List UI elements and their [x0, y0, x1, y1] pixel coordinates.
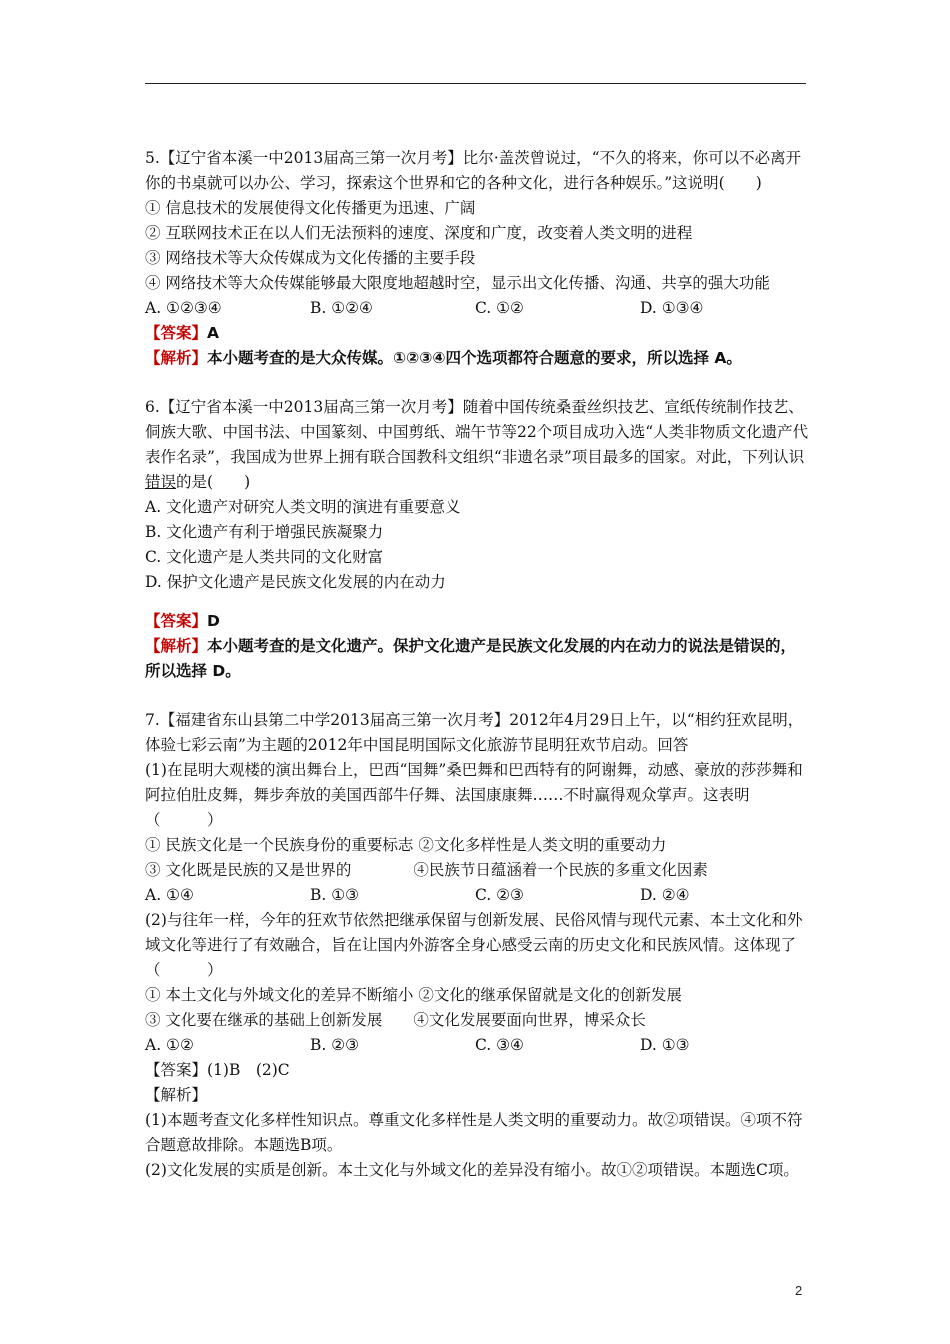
q5-stem: 5.【辽宁省本溪一中2013届高三第一次月考】比尔·盖茨曾说过，“不久的将来，你可以不必离开你的书桌就可以办公、学习，探索这个世界和它的各种文化，进行各种娱乐。”这说明( ) [145, 149, 802, 192]
q5-option-a: A. ①②③④ [145, 299, 222, 317]
q7-sub2-options [145, 1033, 810, 1058]
q6-analysis-tag: 【解析】 [145, 637, 208, 655]
q5-item-4: ④ 网络技术等大众传媒能够最大限度地超越时空，显示出文化传播、沟通、共享的强大功能 [145, 274, 770, 292]
q7-sub2-option-b: B. ②③ [310, 1036, 360, 1054]
q6-stem [145, 395, 810, 495]
q7-sub2-option-d: D. ①③ [640, 1036, 690, 1054]
q5-analysis-text: 本小题考查的是大众传媒。①②③④四个选项都符合题意的要求，所以选择 A。 [207, 349, 742, 367]
q7-sub2-option-a: A. ①② [145, 1036, 194, 1054]
q5-item-3: ③ 网络技术等大众传媒成为文化传播的主要手段 [145, 249, 476, 267]
q6-stem-error-word: 错误 [145, 473, 177, 491]
q6-option-d: D. 保护文化遗产是民族文化发展的内在动力 [145, 573, 446, 591]
q7-sub1-option-a: A. ①④ [145, 886, 194, 904]
q5-analysis-tag: 【解析】 [145, 349, 208, 367]
q6-analysis [145, 634, 810, 684]
q6-answer-value: D [207, 612, 220, 630]
q6-analysis-text: 本小题考查的是文化遗产。保护文化遗产是民族文化发展的内在动力的说法是错误的，所以选择 D。 [145, 637, 797, 680]
q5-answer [145, 321, 810, 346]
q5-analysis [145, 346, 810, 371]
q7-sub2: (2)与往年一样，今年的狂欢节依然把继承保留与创新发展、民俗风情与现代元素、本土文化和外域文化等进行了有效融合，旨在让国内外游客全身心感受云南的历史文化和民族风情。这体现了（ ） [145, 911, 803, 979]
q5-option-d: D. ①③④ [640, 299, 704, 317]
q7-sub2-option-c: C. ③④ [475, 1036, 524, 1054]
q6-answer [145, 609, 810, 634]
q5-answer-value: A [207, 324, 220, 342]
q7-sub1-option-c: C. ②③ [475, 886, 524, 904]
q6-answer-tag: 【答案】 [145, 612, 208, 630]
q7-analysis-title: 【解析】 [145, 1086, 208, 1104]
q5-option-c: C. ①② [475, 299, 524, 317]
page-content [145, 146, 810, 1183]
q7-sub1: (1)在昆明大观楼的演出舞台上，巴西“国舞”桑巴舞和巴西特有的阿谢舞，动感、豪放的莎莎舞和阿拉伯肚皮舞，舞步奔放的美国西部牛仔舞、法国康康舞……不时赢得观众掌声。这表明（ ） [145, 761, 803, 829]
q5-options [145, 296, 810, 321]
q6-stem-b: 的是( ) [176, 473, 251, 491]
q7-analysis-1: (1)本题考查文化多样性知识点。尊重文化多样性是人类文明的重要动力。故②项错误。④项不符合题意故排除。本题选B项。 [145, 1111, 803, 1154]
q7-stem: 7.【福建省东山县第二中学2013届高三第一次月考】2012年4月29日上午，以“相约狂欢昆明，体验七彩云南”为主题的2012年中国昆明国际文化旅游节昆明狂欢节启动。回答 [145, 711, 804, 754]
q5-option-b: B. ①②④ [310, 299, 373, 317]
q6-option-b: B. 文化遗产有利于增强民族凝聚力 [145, 523, 384, 541]
q5-item-1: ① 信息技术的发展使得文化传播更为迅速、广阔 [145, 199, 476, 217]
q7-analysis-2: (2)文化发展的实质是创新。本土文化与外域文化的差异没有缩小。故①②项错误。本题选C项。 [145, 1161, 799, 1179]
q7-sub1-option-b: B. ①③ [310, 886, 360, 904]
q7-sub1-option-d: D. ②④ [640, 886, 690, 904]
q7-answer: 【答案】(1)B (2)C [145, 1061, 290, 1079]
q7-sub2-item-1: ① 本土文化与外域文化的差异不断缩小 ②文化的继承保留就是文化的创新发展 [145, 986, 682, 1004]
q6-option-c: C. 文化遗产是人类共同的文化财富 [145, 548, 384, 566]
header-rule [145, 83, 806, 84]
q6-option-a: A. 文化遗产对研究人类文明的演进有重要意义 [145, 498, 461, 516]
q7-sub1-item-2: ③ 文化既是民族的又是世界的 ④民族节日蕴涵着一个民族的多重文化因素 [145, 861, 708, 879]
q5-item-2: ② 互联网技术正在以人们无法预料的速度、深度和广度，改变着人类文明的进程 [145, 224, 693, 242]
q7-sub2-item-2: ③ 文化要在继承的基础上创新发展 ④文化发展要面向世界，博采众长 [145, 1011, 646, 1029]
q7-sub1-options [145, 883, 810, 908]
q7-sub1-item-1: ① 民族文化是一个民族身份的重要标志 ②文化多样性是人类文明的重要动力 [145, 836, 667, 854]
page-number: 2 [795, 1283, 803, 1298]
q5-answer-tag: 【答案】 [145, 324, 208, 342]
q6-stem-a: 6.【辽宁省本溪一中2013届高三第一次月考】随着中国传统桑蚕丝织技艺、宣纸传统制作技艺、侗族大歌、中国书法、中国篆刻、中国剪纸、端午节等22个项目成功入选“人类非物质文化遗产代表作名录”，我国成为世界上拥有联合国教科文组织“非遗名录”项目最多的国家。对此，下列认识 [145, 398, 809, 466]
